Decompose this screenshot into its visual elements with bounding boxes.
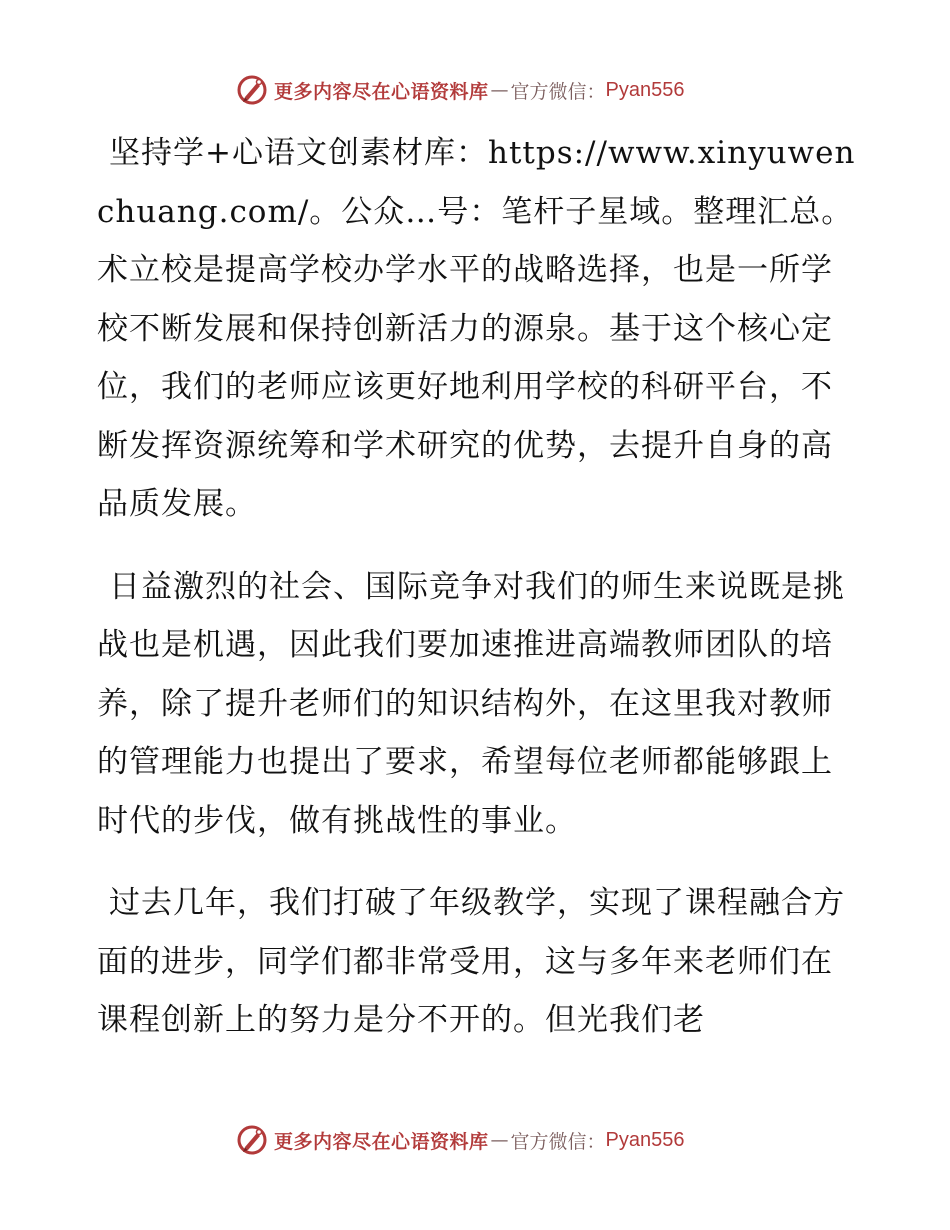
banner-dash: — <box>490 1129 509 1151</box>
paragraph: 日益激烈的社会、国际竞争对我们的师生来说既是挑战也是机遇，因此我们要加速推进高端教师团队的培养，除了提升老师们的知识结构外，在这里我对教师的管理能力也提出了要求，希望每位老师都能够跟上时代的步伐，做有挑战性的事业。 <box>97 568 845 839</box>
paragraph: 过去几年，我们打破了年级教学，实现了课程融合方面的进步，同学们都非常受用，这与多年来老师们在课程创新上的努力是分不开的。但光我们老 <box>97 885 845 1038</box>
pen-in-circle-logo-icon <box>236 74 268 106</box>
banner-dash: — <box>490 79 509 101</box>
footer-watermark <box>236 1122 685 1158</box>
banner-wechat-id: Pyan556 <box>605 1128 685 1151</box>
banner-wechat-id: Pyan556 <box>605 78 685 101</box>
banner-brand-text: 更多内容尽在心语资料库 <box>274 80 489 103</box>
banner-wechat-label: 官方微信： <box>510 1130 606 1153</box>
document-body <box>97 124 857 1074</box>
banner-wechat-label: 官方微信： <box>510 80 606 103</box>
header-watermark <box>236 72 685 108</box>
pen-in-circle-logo-icon <box>236 1124 268 1156</box>
banner-brand-text: 更多内容尽在心语资料库 <box>274 1130 489 1153</box>
paragraph: 坚持学+心语文创素材库：https://www.xinyuwenchuang.com/。公众…号：笔杆子星域。整理汇总。术立校是提高学校办学水平的战略选择，也是一所学校不断发展和保持创新活力的源泉。基于这个核心定位，我们的老师应该更好地利用学校的科研平台，不断发挥资源统筹和学术研究的优势，去提升自身的高品质发展。 <box>97 135 856 522</box>
